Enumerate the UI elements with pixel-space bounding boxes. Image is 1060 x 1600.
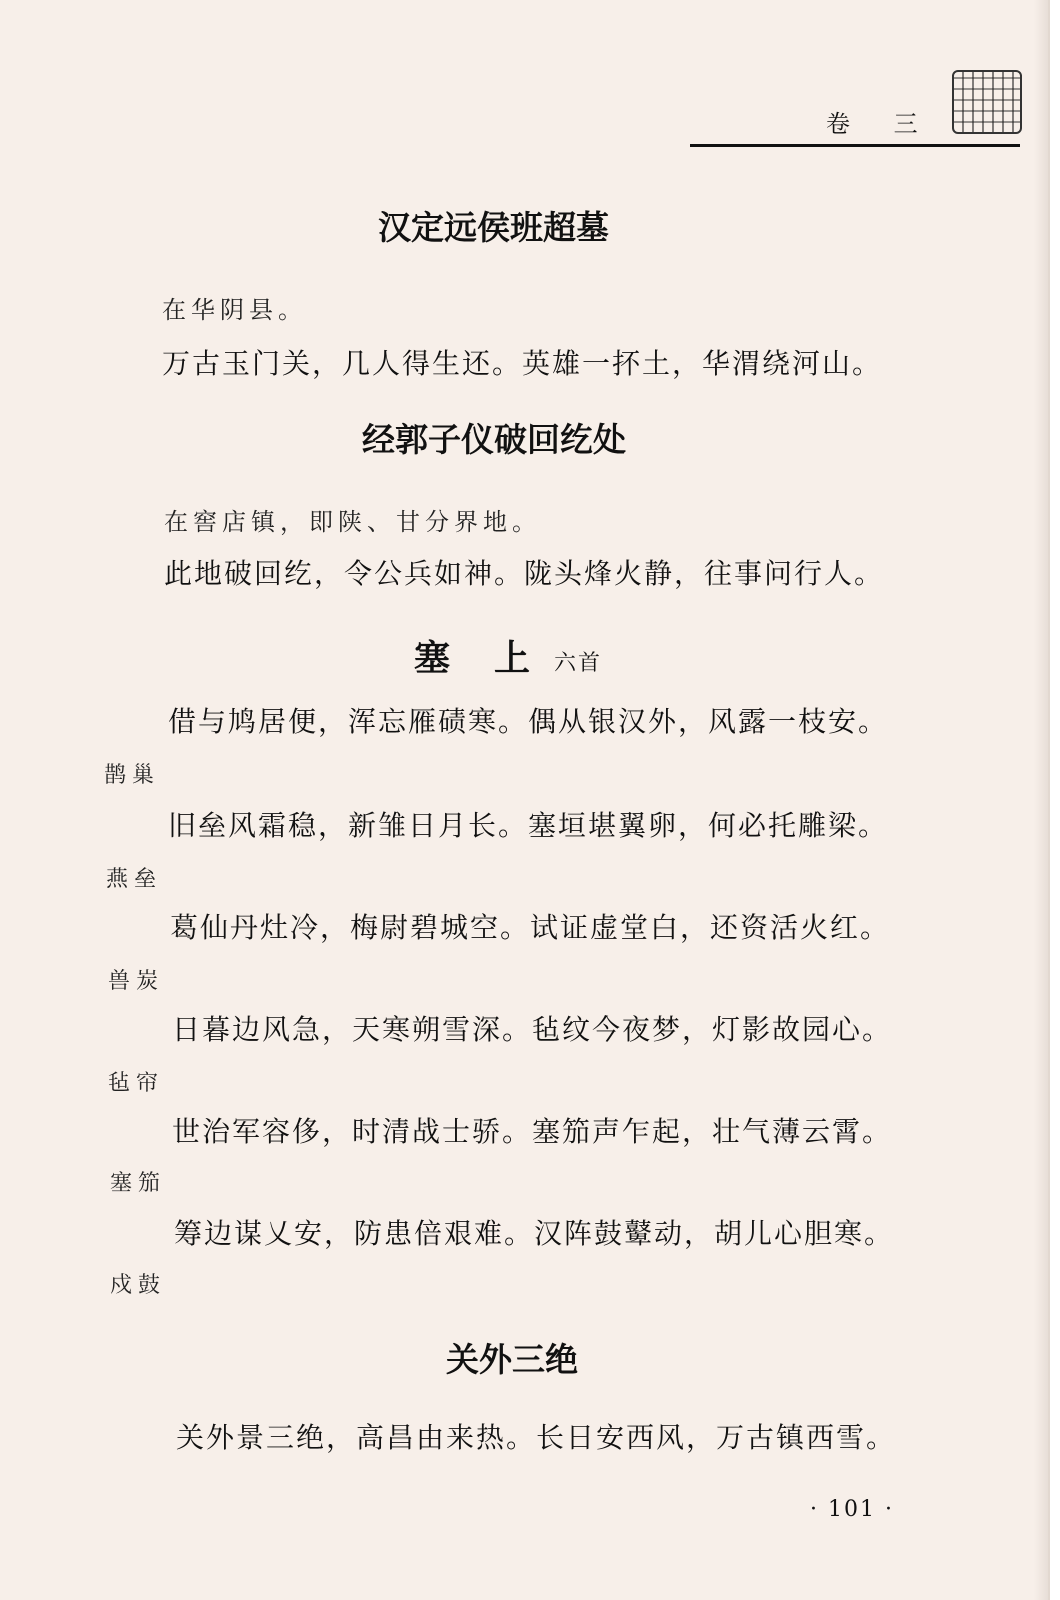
poem-title: 毡帘 — [108, 1071, 165, 1096]
poem-title: 戍鼓 — [110, 1273, 167, 1298]
poem-title: 鹊巢 — [104, 763, 161, 788]
poem-line: 旧垒风霜稳，新雏日月长。塞垣堪翼卵，何必托雕梁。 — [168, 809, 889, 842]
poem-title: 燕垒 — [106, 867, 163, 892]
poem-line: 此地破回纥，令公兵如神。陇头烽火静，往事问行人。 — [164, 557, 885, 590]
section-title-1: 汉定远侯班超墓 — [378, 208, 609, 247]
section-note-1: 在华阴县。 — [162, 296, 307, 324]
section-title-3 — [414, 630, 602, 681]
poem-title: 塞笳 — [110, 1171, 167, 1196]
poem-line: 世治军容侈，时清战士骄。塞笳声乍起，壮气薄云霄。 — [172, 1115, 893, 1148]
poem-line: 关外景三绝，高昌由来热。长日安西风，万古镇西雪。 — [176, 1421, 897, 1454]
section-title-4: 关外三绝 — [446, 1340, 578, 1379]
page-number: · 101 · — [810, 1497, 894, 1522]
section-subtitle: 六首 — [554, 651, 603, 676]
poem-line: 日暮边风急，天寒朔雪深。毡纹今夜梦，灯影故园心。 — [172, 1013, 893, 1046]
section-note-2: 在窖店镇，即陕、甘分界地。 — [164, 508, 541, 536]
poem-title: 兽炭 — [108, 969, 165, 994]
poem-line: 借与鸠居便，浑忘雁碛寒。偶从银汉外，风露一枝安。 — [168, 705, 889, 738]
seal-stamp-icon — [952, 70, 1022, 134]
running-header-volume: 卷 三 — [826, 110, 936, 138]
poem-line: 筹边谋乂安，防患倍艰难。汉阵鼓鼙动，胡儿心胆寒。 — [174, 1217, 895, 1250]
poem-line: 万古玉门关，几人得生还。英雄一抔土，华渭绕河山。 — [162, 347, 883, 380]
header-rule — [690, 144, 1020, 147]
section-title-2: 经郭子仪破回纥处 — [362, 420, 626, 459]
poem-line: 葛仙丹灶冷，梅尉碧城空。试证虚堂白，还资活火红。 — [170, 911, 891, 944]
page-edge-shadow — [1034, 0, 1048, 1600]
section-title-text: 塞 上 — [414, 637, 535, 679]
